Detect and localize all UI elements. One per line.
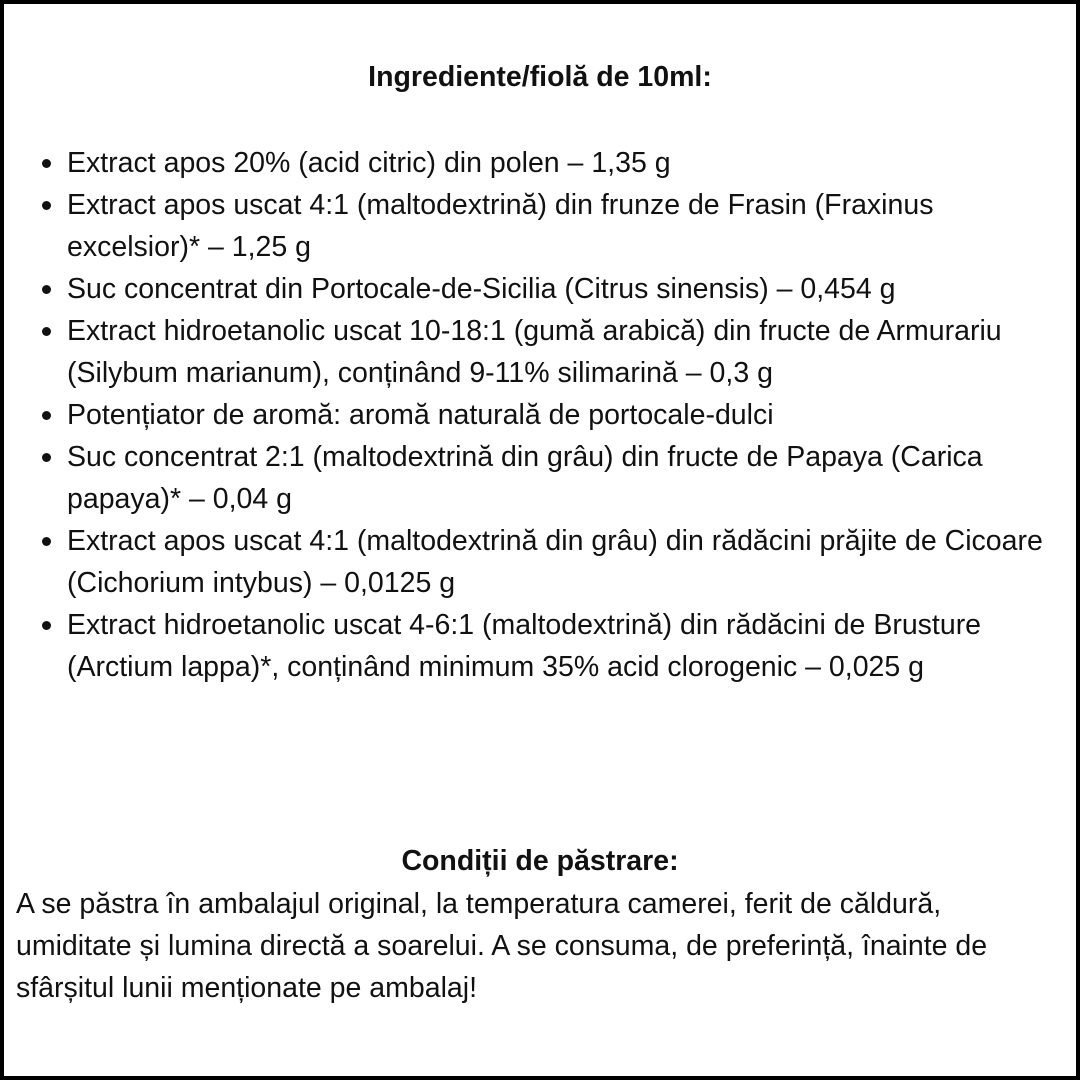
ingredient-item-portocale: Suc concentrat din Portocale-de-Sicilia (Citrus sinensis) – 0,454 g bbox=[67, 268, 1062, 310]
storage-heading: Condiții de păstrare: bbox=[401, 845, 679, 877]
ingredient-item-frasin: Extract apos uscat 4:1 (maltodextrină) din frunze de Frasin (Fraxinus excelsior)* – 1,25 g bbox=[67, 184, 1062, 268]
ingredient-item-cicoare: Extract apos uscat 4:1 (maltodextrină din grâu) din rădăcini prăjite de Cicoare (Cichorium intybus) – 0,0125 g bbox=[67, 520, 1062, 604]
storage-text: A se păstra în ambalajul original, la temperatura camerei, ferit de căldură, umiditate și lumina directă a soarelui. A se consuma, de preferință, înainte de sfârșitul lunii menționate pe ambalaj! bbox=[16, 888, 988, 1004]
ingredient-item-brusture: Extract hidroetanolic uscat 4-6:1 (maltodextrină) din rădăcini de Brusture (Arctium lappa)*, conținând minimum 35% acid clorogenic – 0,025 g bbox=[67, 604, 1062, 688]
ingredients-heading: Ingrediente/fiolă de 10ml: bbox=[368, 61, 712, 93]
ingredient-list bbox=[67, 142, 1062, 688]
ingredient-item-papaya: Suc concentrat 2:1 (maltodextrină din grâu) din fructe de Papaya (Carica papaya)* – 0,04 g bbox=[67, 436, 1062, 520]
ingredient-item-aroma: Potențiator de aromă: aromă naturală de portocale-dulci bbox=[67, 394, 1062, 436]
ingredient-item-armurariu: Extract hidroetanolic uscat 10-18:1 (gumă arabică) din fructe de Armurariu (Silybum marianum), conținând 9-11% silimarină – 0,3 g bbox=[67, 310, 1062, 394]
ingredient-item-polen: Extract apos 20% (acid citric) din polen – 1,35 g bbox=[67, 142, 1062, 184]
